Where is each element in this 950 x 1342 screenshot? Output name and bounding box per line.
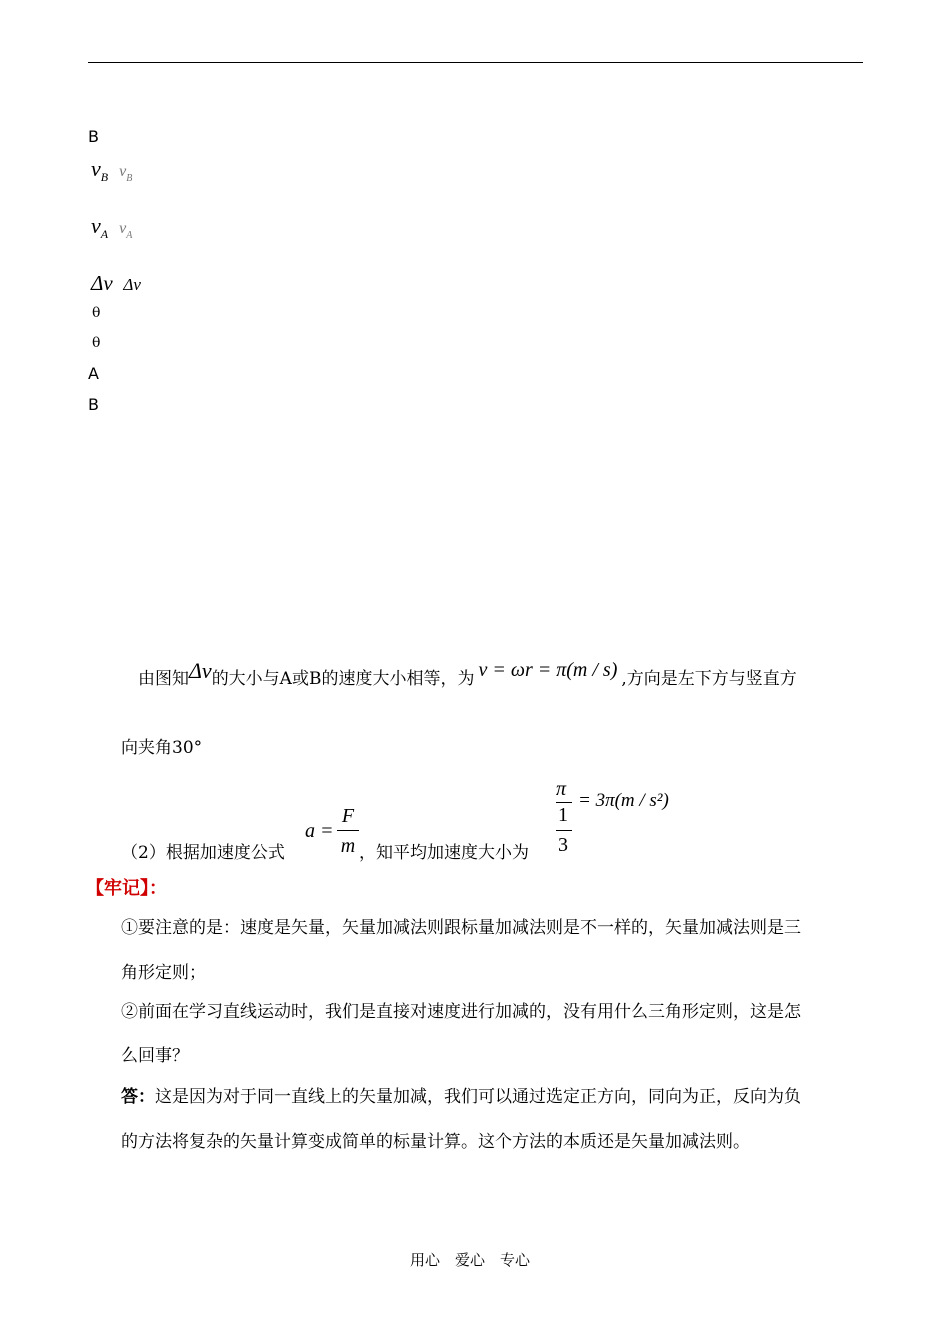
note-item-2-line-1: ②前面在学习直线运动时，我们是直接对速度进行加减的，没有用什么三角形定则，这是怎 [121,1002,801,1022]
velocity-b-label: $v_B$ $v_B$ [91,156,133,184]
diagram-label-a: A [88,364,99,383]
paragraph-accel-mid: ，知平均加速度大小为 [359,843,529,863]
header-rule [88,62,863,63]
result-frac-num: π [556,778,567,800]
accel-formula-lhs: a = [305,820,334,842]
result-frac-bar-2 [556,830,572,831]
diagram-label-b-top: B [88,127,99,146]
note-item-2-line-2: 么回事？ [121,1046,189,1066]
velocity-formula: v = ωr = π(m / s) [478,659,618,681]
result-frac-mid: 1 [558,804,568,826]
accel-formula-bar [337,830,359,831]
accel-formula-den: m [340,835,356,857]
paragraph-accel-intro: （2）根据加速度公式 [121,843,285,863]
paragraph-angle: 向夹角30° [121,738,203,758]
result-frac-den: 3 [558,834,568,856]
note-item-1-line-1: ①要注意的是：速度是矢量，矢量加减法则跟标量加减法则是不一样的，矢量加减法则是三 [121,918,801,938]
velocity-a-label: $v_A$ $v_A$ [91,213,133,241]
diagram-label-b: B [88,395,99,414]
result-frac-bar-1 [556,802,572,803]
note-item-1-line-2: 角形定则； [121,963,206,983]
note-title: 【牢记】： [86,878,167,899]
accel-formula-num: F [341,805,355,827]
answer-line-1: 答：这是因为对于同一直线上的矢量加减，我们可以通过选定正方向，同向为正，反向为负 [121,1087,801,1107]
theta-label-1: θ [92,305,101,321]
page-footer: 用心 爱心 专心 [410,1251,531,1269]
paragraph-delta-v: 由图知Δv的大小与A或B的速度大小相等，为 v = ωr = π(m / s) ,方向是左下方与竖直方 [138,658,797,689]
delta-v-label: Δv Δv [91,271,141,295]
answer-line-2: 的方法将复杂的矢量计算变成简单的标量计算。这个方法的本质还是矢量加减法则。 [121,1132,750,1152]
theta-label-2: θ [92,335,101,351]
result-value: = 3π(m / s²) [578,790,669,811]
